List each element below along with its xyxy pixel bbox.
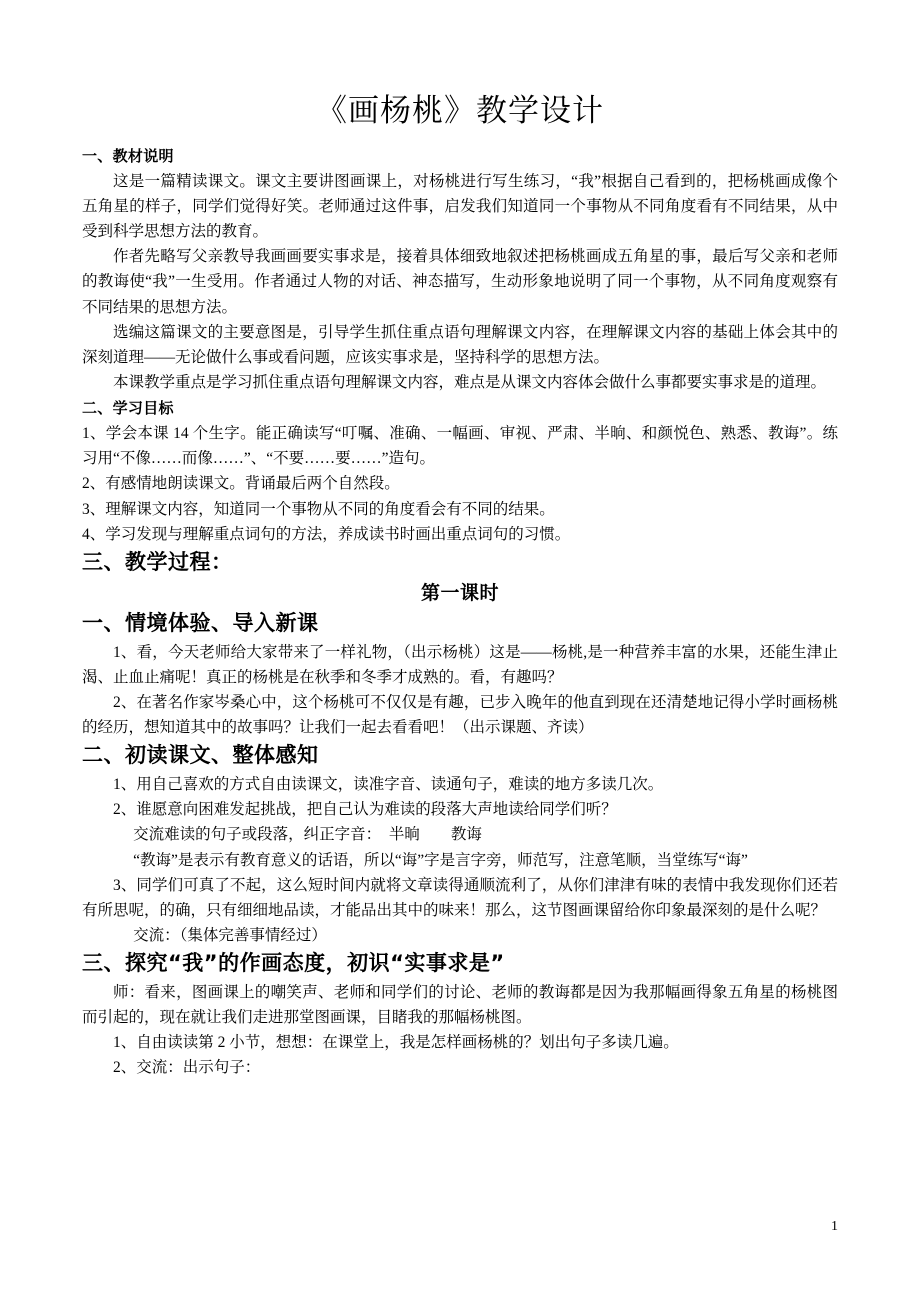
part-one-item-2: 2、在著名作家岑桑心中，这个杨桃可不仅仅是有趣，已步入晚年的他直到现在还清楚地记得小学时画杨桃的经历，想知道其中的故事吗？让我们一起去看看吧！（出示课题、齐读） xyxy=(82,694,838,737)
paragraph-material-3: 选编这篇课文的主要意图是，引导学生抓住重点语句理解课文内容，在理解课文内容的基础上体会其中的深刻道理——无论做什么事或看问题，应该实事求是，坚持科学的思想方法。 xyxy=(82,323,838,366)
part-three-teacher-line: 师：看来，图画课上的嘲笑声、老师和同学们的讨论、老师的教诲都是因为我那幅画得象五角星的杨桃图而引起的，现在就让我们走进那堂图画课，目睹我的那幅杨桃图。 xyxy=(82,983,838,1026)
paragraph-material-1: 这是一篇精读课文。课文主要讲图画课上，对杨桃进行写生练习，“我”根据自己看到的，把杨桃画成像个五角星的样子，同学们觉得好笑。老师通过这件事，启发我们知道同一个事物从不同角度看有不同结果，从中受到科学思想方法的教育。 xyxy=(82,173,838,241)
heading-learning-goals: 二、学习目标 xyxy=(82,398,174,417)
lesson-label-first-period: 第一课时 xyxy=(420,581,499,604)
part-two-exchange-note: 交流：（集体完善事情经过） xyxy=(133,926,327,944)
part-two-item-2-sub-1: 交流难读的句子或段落，纠正字音： 半晌 教诲 xyxy=(133,826,482,844)
paragraph-material-2: 作者先略写父亲教导我画画要实事求是，接着具体细致地叙述把杨桃画成五角星的事，最后写父亲和老师的教诲使“我”一生受用。作者通过人物的对话、神态描写，生动形象地说明了同一个事物，从不同角度观察有不同结果的思想方法。 xyxy=(82,248,838,316)
learning-goal-item-1: 1、学会本课 14 个生字。能正确读写“叮嘱、准确、一幅画、审视、严肃、半晌、和颜悦色、熟悉、教诲”。练习用“不像……而像……”、“不要……要……”造句。 xyxy=(82,425,838,468)
learning-goal-item-2: 2、有感情地朗读课文。背诵最后两个自然段。 xyxy=(82,475,400,493)
learning-goal-item-3: 3、理解课文内容，知道同一个事物从不同的角度看会有不同的结果。 xyxy=(82,500,555,518)
part-two-item-2: 2、谁愿意向困难发起挑战，把自己认为难读的段落大声地读给同学们听？ xyxy=(113,801,617,819)
page-number: 1 xyxy=(831,1219,838,1234)
part-two-item-3: 3、同学们可真了不起，这么短时间内就将文章读得通顺流利了，从你们津津有味的表情中我发现你们还若有所思呢，的确，只有细细地品读，才能品出其中的味来！那么，这节图画课留给你印象最深刻的是什么呢？ xyxy=(82,876,838,919)
page-title: 《画杨桃》教学设计 xyxy=(316,93,604,129)
part-one-item-1: 1、看，今天老师给大家带来了一样礼物，（出示杨桃）这是——杨桃,是一种营养丰富的水果，还能生津止渴、止血止痛呢！真正的杨桃是在秋季和冬季才成熟的。看，有趣吗？ xyxy=(82,643,838,687)
part-three-item-1: 1、自由读读第 2 小节，想想：在课堂上，我是怎样画杨桃的？划出句子多读几遍。 xyxy=(113,1034,679,1051)
part-two-item-2-sub-2: “教诲”是表示有教育意义的话语，所以“诲”字是言字旁，师范写，注意笔顺，当堂练写“诲” xyxy=(133,851,748,869)
heading-teaching-material: 一、教材说明 xyxy=(82,146,174,165)
learning-goal-item-4: 4、学习发现与理解重点词句的方法，养成读书时画出重点词句的习惯。 xyxy=(82,525,571,543)
part-three-item-2: 2、交流：出示句子： xyxy=(113,1059,261,1077)
paragraph-material-4: 本课教学重点是学习抓住重点语句理解课文内容，难点是从课文内容体会做什么事都要实事求是的道理。 xyxy=(113,373,827,391)
heading-part-two: 二、初读课文、整体感知 xyxy=(82,743,319,768)
heading-part-three: 三、探究“我”的作画态度，初识“实事求是” xyxy=(82,950,505,975)
part-two-item-1: 1、用自己喜欢的方式自由读课文，读准字音、读通句子，难读的地方多读几次。 xyxy=(113,776,664,794)
heading-teaching-process: 三、教学过程： xyxy=(82,549,233,574)
heading-part-one: 一、情境体验、导入新课 xyxy=(82,611,319,636)
